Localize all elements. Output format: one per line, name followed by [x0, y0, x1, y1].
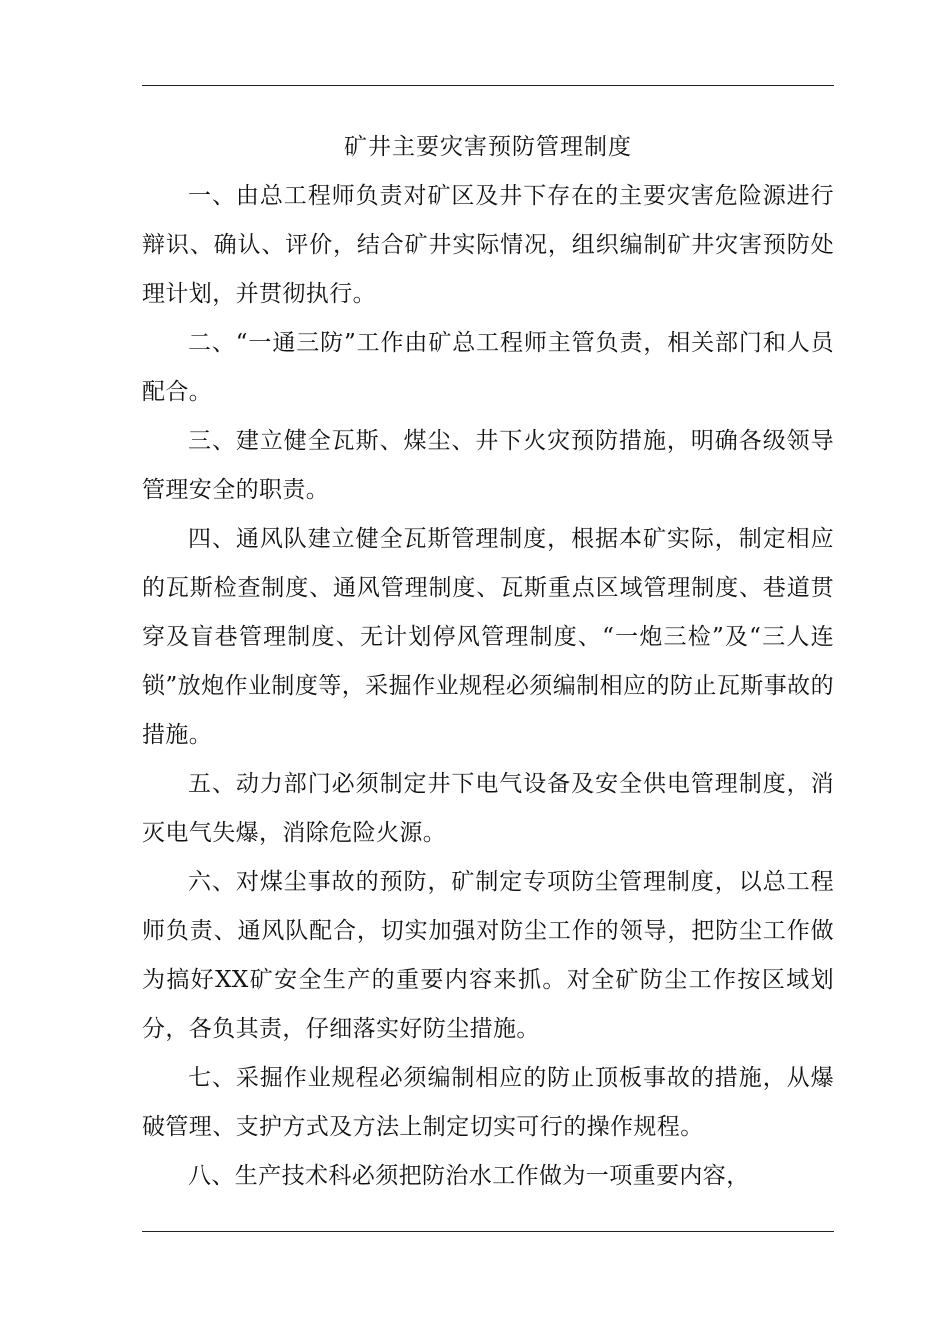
header-rule: [142, 85, 834, 86]
paragraph-7: 七、采掘作业规程必须编制相应的防止顶板事故的措施，从爆破管理、支护方式及方法上制定切实可行的操作规程。: [142, 1065, 834, 1140]
footer-rule: [142, 1231, 834, 1232]
paragraph-1: 一、由总工程师负责对矿区及井下存在的主要灾害危险源进行辩识、确认、评价，结合矿井实际情况，组织编制矿井灾害预防处理计划，并贯彻执行。: [142, 183, 834, 307]
paragraph-5: 五、动力部门必须制定井下电气设备及安全供电管理制度，消灭电气失爆，消除危险火源。: [142, 771, 834, 846]
paragraph-3: 三、建立健全瓦斯、煤尘、井下火灾预防措施，明确各级领导管理安全的职责。: [142, 428, 834, 503]
paragraph-4: 四、通风队建立健全瓦斯管理制度，根据本矿实际，制定相应的瓦斯检查制度、通风管理制度、瓦斯重点区域管理制度、巷道贯穿及盲巷管理制度、无计划停风管理制度、“一炮三检”及“三人连锁”放炮作业制度等，采掘作业规程必须编制相应的防止瓦斯事故的措施。: [142, 526, 834, 748]
document-body: [142, 122, 834, 1201]
paragraph-6: 六、对煤尘事故的预防，矿制定专项防尘管理制度，以总工程师负责、通风队配合，切实加强对防尘工作的领导，把防尘工作做为搞好XX矿安全生产的重要内容来抓。对全矿防尘工作按区域划分，各负其责，仔细落实好防尘措施。: [142, 869, 834, 1042]
document-title: 矿井主要灾害预防管理制度: [344, 134, 632, 160]
paragraph-8: 八、生产技术科必须把防治水工作做为一项重要内容，: [188, 1163, 750, 1189]
paragraph-2: 二、“一通三防”工作由矿总工程师主管负责，相关部门和人员配合。: [142, 330, 834, 405]
